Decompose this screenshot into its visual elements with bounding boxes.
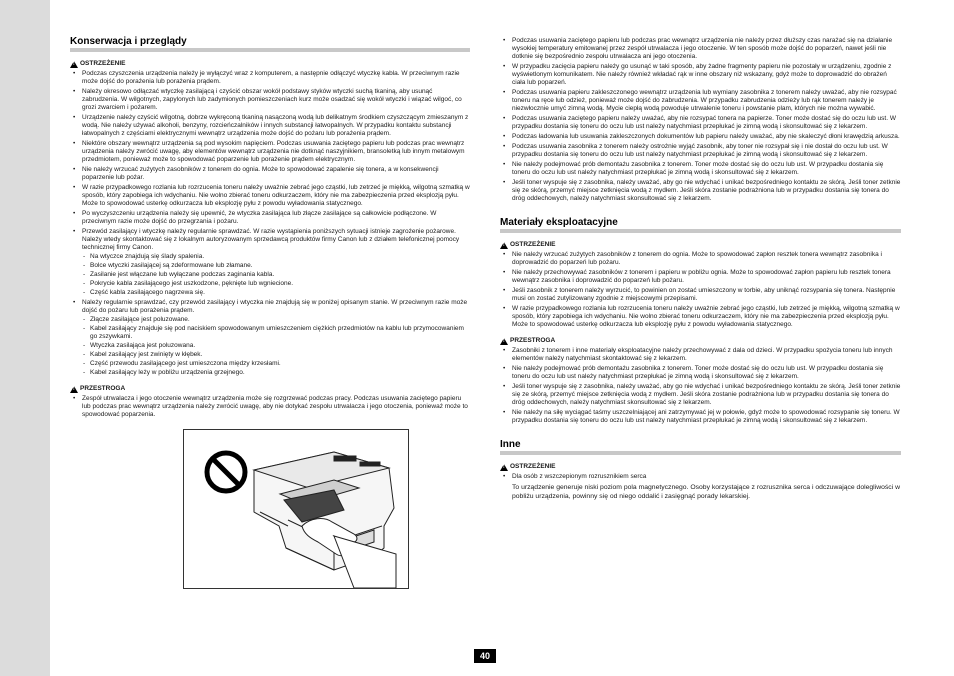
list-item-text: Należy regularnie sprawdzać, czy przewód zasilający i wtyczka nie znajdują się w poniżej opisanym stanie. W przeciwnym razie może dojść do pożaru lub porażenia prądem. xyxy=(82,299,468,314)
section-title-consumables: Materiały eksploatacyjne xyxy=(500,217,901,233)
warning-heading xyxy=(70,60,470,68)
list-item xyxy=(500,473,901,501)
sub-list xyxy=(82,253,470,297)
warning-list xyxy=(500,473,901,501)
left-column xyxy=(70,36,470,589)
sub-list-item: - Pokrycie kabla zasilającego jest uszkodzone, pęknięte lub wgniecione. xyxy=(82,280,470,288)
list-item xyxy=(70,228,470,297)
warning-list xyxy=(70,70,470,377)
list-item: • Po wyczyszczeniu urządzenia należy się upewnić, że wtyczka zasilająca lub złącze zasilające są całkowicie podłączone. W przeciwnym razie może dojść do przegrzania i pożaru. xyxy=(70,210,470,226)
sub-list-item: - Część przewodu zasilającego jest umieszczona między krzesłami. xyxy=(82,360,470,368)
list-item: • Nie należy wrzucać zużytych zasobników z tonerem do ognia. Może to spowodować zapłon resztek tonera wewnątrz zasobnika i doprowadzić do poparzeń lub pożaru. xyxy=(500,251,901,267)
sub-list-item: - Złącze zasilające jest poluzowane. xyxy=(82,316,470,324)
list-item: • Jeśli zasobnik z tonerem należy wyrzucić, to powinien on zostać umieszczony w torbie, aby uniknąć rozsypania się tonera. Następnie musi on zostać zutylizowany zgodnie z miejscowymi przepisami. xyxy=(500,287,901,303)
sub-list-item: - Na wtyczce znajdują się ślady spalenia. xyxy=(82,253,470,261)
section-title-maintenance: Konserwacja i przeglądy xyxy=(70,36,470,52)
list-item: • Podczas usuwania zaciętego papieru lub podczas prac wewnątrz urządzenia nie należy przez dłuższy czas narażać się na działanie wysokiej temperatury emitowanej przez zespół utrwalacza i jego otoczenie. W ten sposób może dojść do poparzeń, nawet jeśli nie dotknie się bezpośrednio zespołu utrwalacza ani jego otoczenia. xyxy=(500,37,901,61)
prohibited-icon xyxy=(207,453,245,491)
list-item: • Podczas czyszczenia urządzenia należy je wyłączyć wraz z komputerem, a następnie odłączyć wtyczkę kabla. W przeciwnym razie może dojść do porażenia lub porażenia prądem. xyxy=(70,70,470,86)
sub-list-item: - Część kabla zasilającego nagrzewa się. xyxy=(82,289,470,297)
list-item: • Podczas usuwania zasobnika z tonerem należy ostrożnie wyjąć zasobnik, aby toner nie rozsypał się i nie dostał do oczu lub ust. W przypadku dostania się toneru do oczu lub ust należy natychmiast przepłukać je zimną wodą i skonsultować się z lekarzem. xyxy=(500,143,901,159)
sub-list-item: - Kabel zasilający znajduje się pod naciskiem spowodowanym umieszczeniem ciężkich przedmiotów na kablu lub przymocowaniem go zszywkami. xyxy=(82,325,470,341)
illustration-no-touch-fuser xyxy=(183,429,409,589)
warning-label: OSTRZEŻENIE xyxy=(510,241,556,248)
list-item: • W razie przypadkowego rozlania lub rozrzucenia toneru należy uważnie zebrać jego cząstki, lub zetrzeć je miękką, wilgotną szmatką w sposób, który zapobiega ich wdychaniu. Nie wolno zbierać toneru odkurzaczem, który nie ma zabezpieczenia przed eksplozją pyłu. Może to spowodować usterkę odkurzacza lub eksplozję pyłu z powodu wyładowania statycznego. xyxy=(70,184,470,208)
list-item: • Podczas ładowania lub usuwania zakleszczonych dokumentów lub papieru należy uważać, aby nie skaleczyć dłoni krawędzią arkusza. xyxy=(500,133,901,141)
list-item: • Urządzenie należy czyścić wilgotną, dobrze wykręconą tkaniną nasączoną wodą lub delikatnym środkiem czyszczącym zmieszanym z wodą. Nie należy używać alkoholi, benzyny, rozcieńczalników i innych substancji łatwopalnych. W przypadku kontaktu substancji łatwopalnych z częściami elektrycznymi wewnątrz urządzenia może dojść do pożaru lub porażenia prądem. xyxy=(70,114,470,138)
warning-list xyxy=(500,251,901,329)
warning-triangle-icon xyxy=(70,61,78,68)
warning-label: OSTRZEŻENIE xyxy=(510,463,556,470)
list-item xyxy=(70,299,470,377)
caution-heading xyxy=(70,385,470,393)
page-number: 40 xyxy=(474,649,496,663)
list-item-title: • Dla osób z wszczepionym rozrusznikiem serca xyxy=(512,473,647,480)
warning-triangle-icon xyxy=(500,464,508,471)
list-item: • Jeśli toner wyspuje się z zasobnika, należy uważać, aby go nie wdychać i unikać bezpośredniego kontaktu ze skórą. Jeśli toner zetknie się ze skórą, przemyć miejsce zetknięcia wodą z mydłem. Jeśli skóra zostanie podrażniona lub w przypadku dostania się tonera do dróg oddechowych, należy natychmiast skonsultować się z lekarzem. xyxy=(500,383,901,407)
list-item: • Nie należy podejmować prób demontażu zasobnika z tonerem. Toner może dostać się do oczu lub ust. W przypadku dostania się toneru do oczu lub ust należy natychmiast przepłukać je zimną wodą i skonsultować się z lekarzem. xyxy=(500,365,901,381)
sub-list-item: - Zasilanie jest włączane lub wyłączane podczas zaginania kabla. xyxy=(82,271,470,279)
list-item: • Zasobniki z tonerem i inne materiały eksploatacyjne należy przechowywać z dala od dzieci. W przypadku spożycia toneru lub innych elementów należy natychmiast skontaktować się z lekarzem. xyxy=(500,347,901,363)
list-item: • Podczas usuwania papieru zakleszczonego wewnątrz urządzenia lub wymiany zasobnika z tonerem należy uważać, aby nie rozsypać toneru na ręce lub odzież, ponieważ może dojść do zabrudzenia. W przypadku zabrudzenia odzieży lub rąk tonerem należy je niezwłocznie umyć zimną wodą. Mycie ciepłą wodą powoduje utrwalenie toneru i powstanie plam, których nie można wywabić. xyxy=(500,89,901,113)
list-item: • Należy okresowo odłączać wtyczkę zasilającą i czyścić obszar wokół podstawy styków wtyczki suchą tkaniną, aby usunąć zabrudzenia. W wilgotnych, zapylonych lub zadymionych pomieszczeniach kurz może osadzać się wokół wtyczki i wiązać wilgoć, co grozi zwarciem i pożarem. xyxy=(70,88,470,112)
caution-triangle-icon xyxy=(70,386,78,393)
list-item-paragraph: To urządzenie generuje niski poziom pola magnetycznego. Osoby korzystające z rozrusznika serca i odczuwające dolegliwości w pobliżu urządzenia, powinny się od niego oddalić i zasięgnąć porady lekarskiej. xyxy=(512,484,900,500)
caution-list xyxy=(70,395,470,419)
caution-label: PRZESTROGA xyxy=(80,385,126,392)
sub-list-item: - Kabel zasilający jest zwinięty w kłębek. xyxy=(82,351,470,359)
list-item: • Nie należy wrzucać zużytych zasobników z tonerem do ognia. Może to spowodować zapalenie się tonera, a w konsekwencji poparzenie lub pożar. xyxy=(70,166,470,182)
sub-list xyxy=(82,316,470,377)
warning-label: OSTRZEŻENIE xyxy=(80,60,126,67)
list-item: • Nie należy na siłę wyciągać taśmy uszczelniającej ani zatrzymywać jej w połowie, gdyż może to spowodować rozsypanie się toneru. W przypadku dostania się toneru do oczu lub ust należy natychmiast przepłukać je zimną wodą i skonsultować się z lekarzem. xyxy=(500,409,901,425)
sub-list-item: - Kabel zasilający leży w pobliżu urządzenia grzejnego. xyxy=(82,369,470,377)
caution-triangle-icon xyxy=(500,338,508,345)
printer-illustration xyxy=(184,430,408,588)
list-item: • W przypadku zacięcia papieru należy go usunąć w taki sposób, aby żadne fragmenty papieru nie pozostały w urządzeniu, zgodnie z wyświetlonym komunikatem. Nie należy również wkładać rąk w inne obszary niż wskazany, gdyż może to doprowadzić do obrażeń ciała lub poparzeń. xyxy=(500,63,901,87)
list-item: • Niektóre obszary wewnątrz urządzenia są pod wysokim napięciem. Podczas usuwania zaciętego papieru lub podczas prac wewnątrz urządzenia należy zwrócić uwagę, aby elementów wewnątrz urządzenia nie dotknąć naszyjnikiem, bransoletką lub innym metalowym przedmiotem, ponieważ może to spowodować poparzenie lub porażenie prądem elektrycznym. xyxy=(70,140,470,164)
caution-heading xyxy=(500,337,901,345)
continued-caution-list xyxy=(500,37,901,203)
list-item: • Zespół utrwalacza i jego otoczenie wewnątrz urządzenia może się rozgrzewać podczas pracy. Podczas usuwania zaciętego papieru lub podczas prac wewnątrz urządzenia należy zwrócić uwagę, aby nie dotykać zespołu utrwalacza i jego otoczenia, ponieważ może to spowodować poparzenia. xyxy=(70,395,470,419)
warning-heading xyxy=(500,241,901,249)
caution-label: PRZESTROGA xyxy=(510,337,556,344)
warning-heading xyxy=(500,463,901,471)
list-item: • Nie należy przechowywać zasobników z tonerem i papieru w pobliżu ognia. Może to spowodować zapłon papieru lub resztek tonera wewnątrz zasobnika i doprowadzić do poparzeń lub pożaru. xyxy=(500,269,901,285)
list-item: • Podczas usuwania zaciętego papieru należy uważać, aby nie rozsypać tonera na papierze. Toner może dostać się do oczu lub ust. W przypadku dostania się toneru do oczu lub ust należy natychmiast przepłukać je zimną wodą i skonsultować się z lekarzem. xyxy=(500,115,901,131)
section-title-other: Inne xyxy=(500,439,901,455)
caution-list xyxy=(500,347,901,425)
list-item: • Jeśli toner wyspuje się z zasobnika, należy uważać, aby go nie wdychać i unikać bezpośredniego kontaktu ze skórą. Jeśli toner zetknie się ze skórą, przemyć miejsce zetknięcia wodą z mydłem. Jeśli skóra zostanie podrażniona lub w przypadku dostania się tonera do dróg oddechowych, należy natychmiast skonsultować się z lekarzem. xyxy=(500,179,901,203)
list-item: • W razie przypadkowego rozlania lub rozrzucenia toneru należy uważnie zebrać jego cząstki, lub zetrzeć je miękką, wilgotną szmatką w sposób, który zapobiega ich wdychaniu. Nie wolno zbierać toneru odkurzaczem, który nie ma zabezpieczenia przed eksplozją pyłu. Może to spowodować usterkę odkurzacza lub eksplozję pyłu z powodu wyładowania statycznego. xyxy=(500,305,901,329)
warning-triangle-icon xyxy=(500,242,508,249)
sub-list-item: - Bolce wtyczki zasilającej są zdeformowane lub złamane. xyxy=(82,262,470,270)
right-column xyxy=(500,37,901,503)
sub-list-item: - Wtyczka zasilająca jest poluzowana. xyxy=(82,342,470,350)
list-item-text: Przewód zasilający i wtyczkę należy regularnie sprawdzać. W razie wystąpienia poniższych sytuacji istnieje zagrożenie pożarowe. Należy wtedy skontaktować się z lokalnym autoryzowanym sprzedawcą produktów firmy Canon lub z działem telefonicznej pomocy technicznej firmy Canon. xyxy=(82,228,460,251)
list-item: • Nie należy podejmować prób demontażu zasobnika z tonerem. Toner może dostać się do oczu lub ust. W przypadku dostania się toneru do oczu lub ust należy natychmiast przepłukać je zimną wodą i skonsultować się z lekarzem. xyxy=(500,161,901,177)
